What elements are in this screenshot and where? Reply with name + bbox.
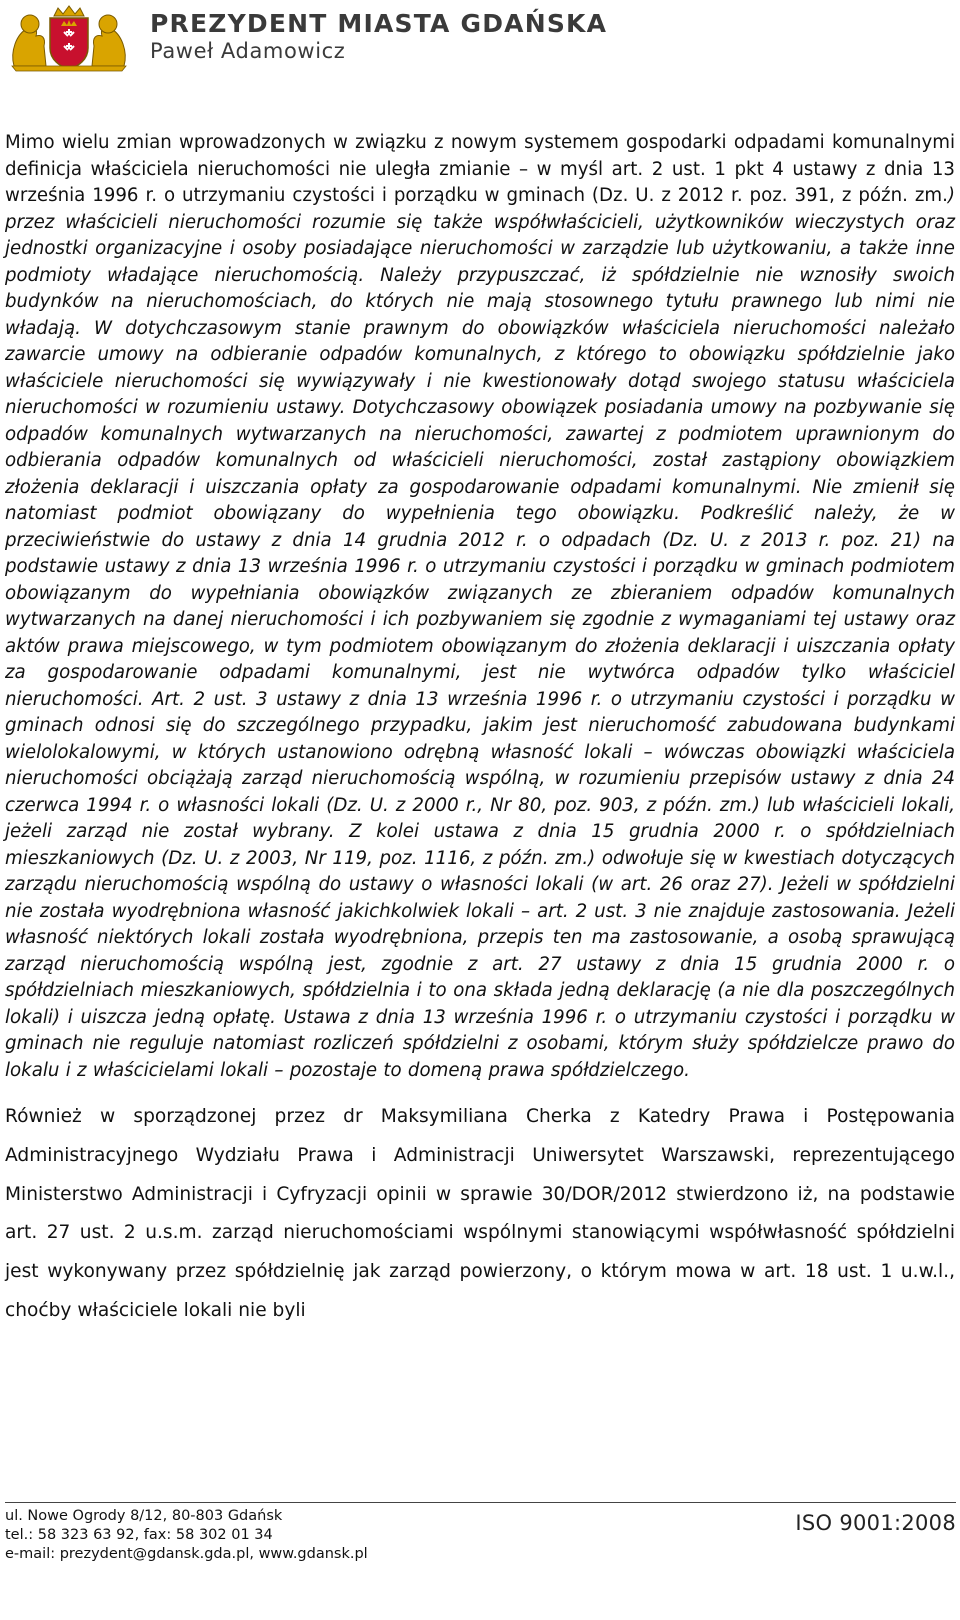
iso-certification: ISO 9001:2008 xyxy=(795,1511,956,1535)
footer-address: ul. Nowe Ogrody 8/12, 80-803 Gdańsk xyxy=(5,1508,283,1524)
footer-email: e-mail: prezydent@gdansk.gda.pl, www.gdansk.pl xyxy=(5,1546,368,1562)
paragraph-1 xyxy=(5,130,955,1084)
footer-divider xyxy=(5,1502,956,1503)
letterhead xyxy=(6,4,607,72)
letterhead-subtitle: Paweł Adamowicz xyxy=(150,39,346,63)
letterhead-title: PREZYDENT MIASTA GDAŃSKA xyxy=(150,9,608,38)
document-body xyxy=(5,130,955,1331)
letter-footer xyxy=(5,1502,956,1564)
footer-phone: tel.: 58 323 63 92, fax: 58 302 01 34 xyxy=(5,1527,273,1543)
paragraph-2: Również w sporządzonej przez dr Maksymiliana Cherka z Katedry Prawa i Postępowania Administracyjnego Wydziału Prawa i Administracji Uniwersytet Warszawski, reprezentującego Ministerstwo Administracji i Cyfryzacji opinii w sprawie 30/DOR/2012 stwierdzono iż, na podstawie art. 27 ust. 2 u.s.m. zarząd nieruchomościami wspólnymi stanowiącymi współwłasność spółdzielni jest wykonywany przez spółdzielnię jak zarząd powierzony, o którym mowa w art. 18 ust. 1 u.w.l., choćby właściciele lokali nie byli xyxy=(5,1106,955,1321)
footer-contact xyxy=(5,1507,368,1564)
gdansk-coat-of-arms-logo xyxy=(6,4,132,72)
paragraph-1-part-c: Należy przypuszczać, iż spółdzielnie nie wznosiły swoich budynków na nieruchomościach, do których nie mają stosownego tytułu prawnego lub nimi nie władają. W dotychczasowym stanie prawnym do obowiązków właściciela nieruchomości należało zawarcie umowy na odbieranie odpadów komunalnych, z którego to obowiązku spółdzielnie jako właściciele nieruchomości się wywiązywały i nie kwestionowały dotąd swojego statusu właściciela nieruchomości w rozumieniu ustawy. Dotychczasowy obowiązek posiadania umowy na pozbywanie się odpadów komunalnych wytwarzanych na nieruchomości, zawartej z podmiotem uprawnionym do odbierania odpadów komunalnych od właścicieli nieruchomości, został zastąpiony obowiązkiem złożenia deklaracji i uiszczania opłaty za gospodarowanie odpadami komunalnymi. Nie zmienił się natomiast podmiot obowiązany do wypełnienia tego obowiązku. Podkreślić należy, że w przeciwieństwie do ustawy z dnia 14 grudnia 2012 r. o odpadach (Dz. U. z 2013 r. poz. 21) na podstawie ustawy z dnia 13 września 1996 r. o utrzymaniu czystości i porządku w gminach podmiotem obowiązanym do wypełniania obowiązków związanych ze zbieraniem odpadów komunalnych wytwarzanych na danej nieruchomości i ich pozbywaniem się zgodnie z wymaganiami tej ustawy oraz aktów prawa miejscowego, w tym podmiotem obowiązanym do złożenia deklaracji i uiszczania opłaty za gospodarowanie odpadami komunalnymi, jest nie wytwórca odpadów tylko właściciel nieruchomości. Art. 2 ust. 3 ustawy z dnia 13 września 1996 r. o utrzymaniu czystości i porządku w gminach odnosi się do szczególnego przypadku, jakim jest nieruchomość zabudowana budynkami wielolokalowymi, w których ustanowiono odrębną własność lokali – wówczas obowiązki właściciela nieruchomości obciążają zarząd nieruchomością wspólną, w rozumieniu przepisów ustawy z dnia 24 czerwca 1994 r. o własności lokali (Dz. U. z 2000 r., Nr 80, poz. 903, z późn. zm.) lub właścicieli lokali, jeżeli zarząd nie został wybrany. Z kolei ustawa z dnia 15 grudnia 2000 r. o spółdzielniach mieszkaniowych (Dz. U. z 2003, Nr 119, poz. 1116, z późn. zm.) odwołuje się w kwestiach dotyczących zarządu nieruchomością wspólną do ustawy o własności lokali (w art. 26 oraz 27). Jeżeli w spółdzielni nie została wyodrębniona własność jakichkolwiek lokali – art. 2 ust. 3 nie znajduje zastosowania. Jeżeli własność niektórych lokali została wyodrębniona, przepis ten ma zastosowanie, a osobą sprawującą zarząd nieruchomością wspólną jest, zgodnie z art. 27 ustawy z dnia 15 grudnia 2000 r. o spółdzielniach mieszkaniowych, spółdzielnia i to ona składa jedną deklarację (a nie dla poszczególnych lokali) i uiszcza jedną opłatę. Ustawa z dnia 13 września 1996 r. o utrzymaniu czystości i porządku w gminach nie reguluje natomiast rozliczeń spółdzielni z osobami, którym służy spółdzielcze prawo do lokalu i z właścicielami lokali – pozostaje to domeną prawa spółdzielczego. xyxy=(5,264,956,1081)
paragraph-1-part-a: Mimo wielu zmian wprowadzonych w związku z nowym systemem gospodarki odpadami komunalnymi definicja właściciela nieruchomości nie uległa zmianie – w myśl art. 2 ust. 1 pkt 4 ustawy z dnia 13 września 1996 r. o utrzymaniu czystości i porządku w gminach (Dz. U. z 2012 r. poz. 391, z późn. zm. xyxy=(5,132,955,206)
paragraph-1-part-b: ) przez właścicieli nieruchomości rozumie się także współwłaścicieli, użytkowników wieczystych oraz jednostki organizacyjne i osoby posiadające nieruchomości w zarządzie lub użytkowaniu, a także inne podmioty władające nieruchomością. xyxy=(5,185,955,286)
